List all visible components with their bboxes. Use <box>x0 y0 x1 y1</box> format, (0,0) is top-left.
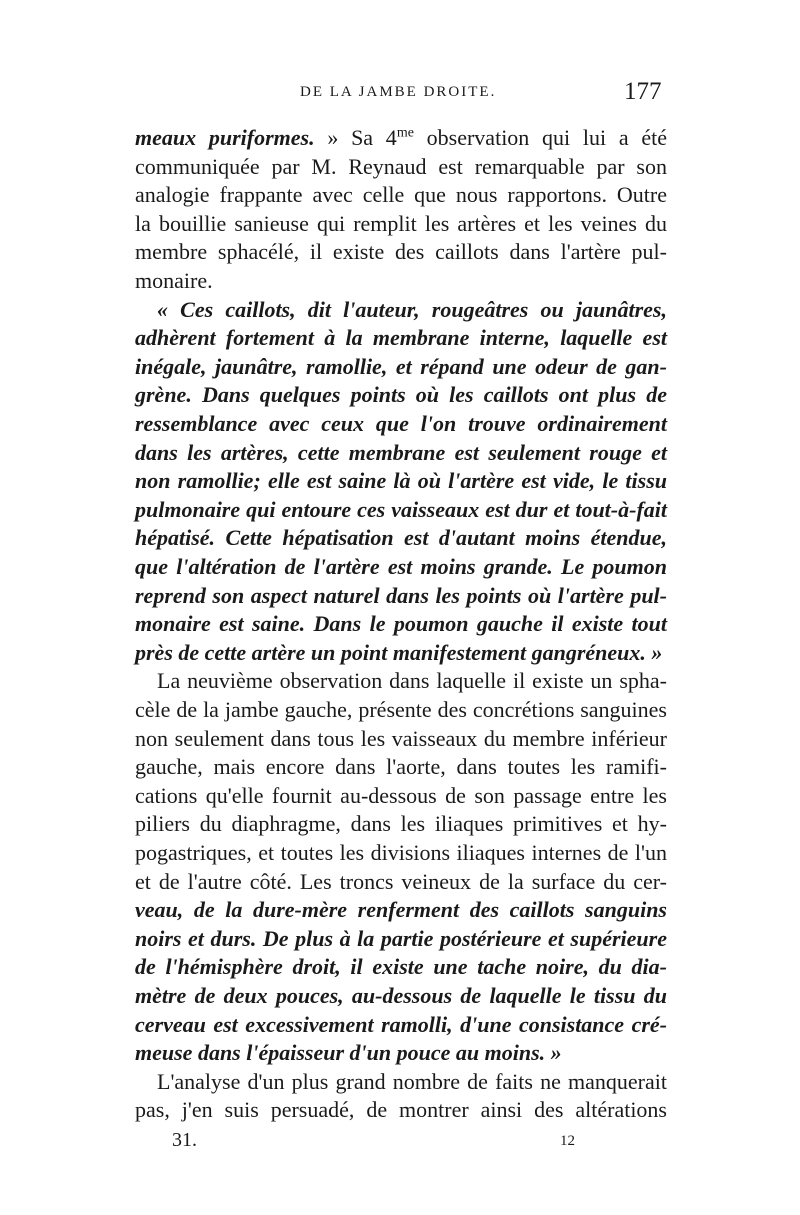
text-line: près de cette artère un point manifestement gangréneux. » <box>135 639 663 665</box>
text-line: pulmonaire qui entoure ces vaisseaux est dur et tout-à-fait <box>135 496 667 522</box>
text-line: adhèrent fortement à la membrane interne, laquelle est <box>135 325 667 351</box>
text-line: noirs et durs. De plus à la partie postérieure et supérieure <box>135 925 667 951</box>
text-line: cèle de la jambe gauche, présente des concrétions sanguines <box>135 697 667 722</box>
text-line: analogie frappante avec celle que nous rapportons. Outre <box>135 182 667 208</box>
text-line: meuse dans l'épaisseur d'un pouce au moins. » <box>135 1040 562 1066</box>
text-line: meaux puriformes. » Sa $4^{me}$ observation qui lui a été <box>135 125 667 150</box>
text-line: et de l'autre côté. Les troncs veineux de la surface du cer- <box>135 868 667 894</box>
page-number: 177 <box>624 78 662 105</box>
text-line: inégale, jaunâtre, ramollie, et répand une odeur de gan- <box>135 353 667 379</box>
sheet-number: 12 <box>560 1133 575 1149</box>
text-line: dans les artères, cette membrane est seulement rouge et <box>135 439 667 465</box>
text-line: non ramollie; elle est saine là où l'artère est vide, le tissu <box>135 468 667 494</box>
text-line: la bouillie sanieuse qui remplit les artères et les veines du <box>135 210 667 236</box>
text-line: communiquée par M. Reynaud est remarquable par son <box>135 153 667 179</box>
text-line: veau, de la dure-mère renferment des caillots sanguins <box>135 897 667 923</box>
text-line: mètre de deux pouces, au-dessous de laquelle le tissu du <box>135 983 667 1008</box>
text-line: piliers du diaphragme, dans les iliaques primitives et hy- <box>135 811 667 837</box>
text-line: monaire. <box>135 268 213 293</box>
text-line: membre sphacélé, il existe des caillots dans l'artère pul- <box>135 239 667 265</box>
text-line: reprend son aspect naturel dans les points où l'artère pul- <box>135 582 667 608</box>
text-line: « Ces caillots, dit l'auteur, rougeâtres ou jaunâtres, <box>157 296 667 322</box>
text-line: grène. Dans quelques points où les caillots ont plus de <box>135 382 667 408</box>
text-line: hépatisé. Cette hépatisation est d'autant moins étendue, <box>135 525 667 551</box>
text-line: non seulement dans tous les vaisseaux du membre inférieur <box>135 725 667 751</box>
text-line: monaire est saine. Dans le poumon gauche il existe tout <box>135 611 667 637</box>
text-line: pogastriques, et toutes les divisions iliaques internes de l'un <box>135 840 667 865</box>
text-line: cerveau est excessivement ramolli, d'une consistance cré- <box>135 1011 667 1037</box>
text-line: La neuvième observation dans laquelle il existe un spha- <box>157 668 667 694</box>
signature-mark: 31. <box>172 1129 197 1151</box>
text-line: que l'altération de l'artère est moins grande. Le poumon <box>135 554 667 579</box>
text-line: cations qu'elle fournit au-dessous de son passage entre les <box>135 782 667 808</box>
text-line: de l'hémisphère droit, il existe une tache noire, du dia- <box>135 954 667 980</box>
running-title: DE LA JAMBE DROITE. <box>300 84 497 100</box>
text-line: L'analyse d'un plus grand nombre de faits ne manquerait <box>157 1068 667 1094</box>
text-line: pas, j'en suis persuadé, de montrer ainsi des altérations <box>135 1097 667 1123</box>
text-line: ressemblance avec ceux que l'on trouve ordinairement <box>135 411 667 436</box>
text-line: gauche, mais encore dans l'aorte, dans toutes les ramifi- <box>135 754 667 780</box>
